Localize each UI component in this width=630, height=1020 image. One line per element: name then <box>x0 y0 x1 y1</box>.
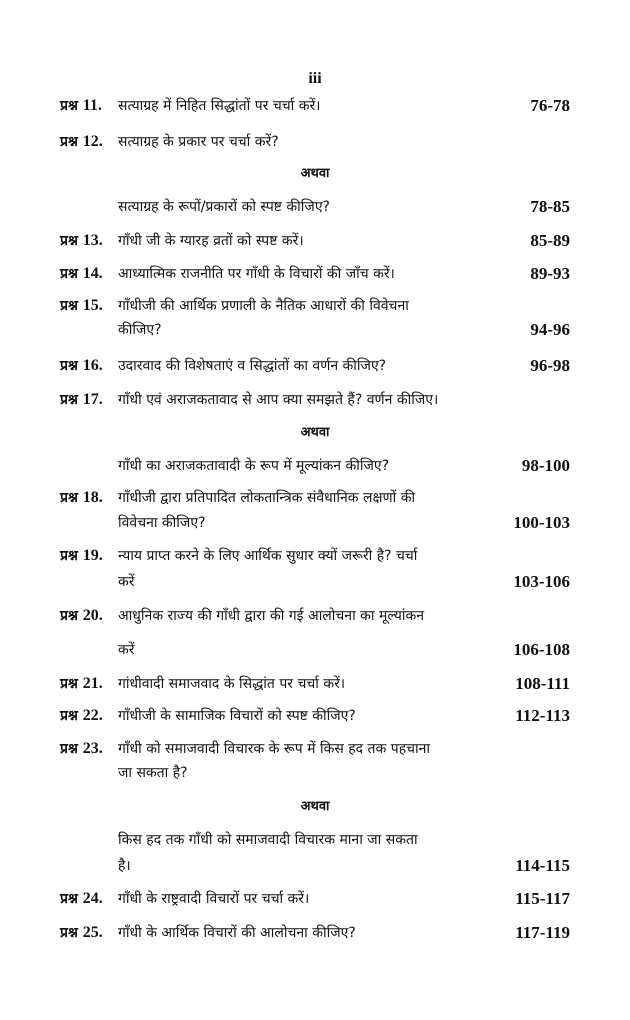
page-range: 96-98 <box>530 356 570 375</box>
question-text: गाँधीजी द्वारा प्रतिपादित लोकतान्त्रिक संवैधानिक लक्षणों की <box>118 490 416 506</box>
page-range: 108-111 <box>515 674 570 693</box>
question-number: 21. <box>82 675 103 692</box>
or-divider: अथवा <box>300 799 330 814</box>
toc-line <box>60 922 570 944</box>
question-text: किस हद तक गाँधी को समाजवादी विचारक माना जा सकता <box>118 832 418 848</box>
page-range: 112-113 <box>515 706 570 725</box>
toc-line <box>60 639 570 661</box>
question-number: 19. <box>82 547 103 564</box>
toc-line <box>60 738 570 760</box>
toc-line <box>60 705 570 727</box>
question-label <box>60 95 102 117</box>
toc-line <box>60 95 570 117</box>
toc-line <box>60 389 570 411</box>
question-label <box>60 131 103 153</box>
question-prefix: प्रश्न <box>60 925 83 941</box>
toc-line <box>60 545 570 567</box>
toc-line <box>60 855 570 877</box>
question-prefix: प्रश्न <box>60 741 83 757</box>
question-label <box>60 673 103 695</box>
toc-line <box>60 673 570 695</box>
question-text: न्याय प्राप्त करने के लिए आर्थिक सुधार क्यों जरूरी है? चर्चा <box>118 548 418 564</box>
question-prefix: प्रश्न <box>60 891 83 907</box>
question-number: 14. <box>82 265 103 282</box>
question-number: 11. <box>82 97 102 114</box>
question-prefix: प्रश्न <box>60 548 83 564</box>
question-prefix: प्रश्न <box>60 233 83 249</box>
question-text: गाँधी के आर्थिक विचारों की आलोचना कीजिए? <box>118 925 356 941</box>
question-text: गाँधी का अराजकतावादी के रूप में मूल्यांकन कीजिए? <box>118 458 390 474</box>
toc-line <box>60 888 570 910</box>
question-text: आधुनिक राज्य की गाँधी द्वारा की गई आलोचना का मूल्यांकन <box>118 608 425 624</box>
question-label <box>60 922 103 944</box>
question-prefix: प्रश्न <box>60 608 83 624</box>
question-prefix: प्रश्न <box>60 298 83 314</box>
toc-line <box>60 295 570 317</box>
question-prefix: प्रश्न <box>60 358 83 374</box>
question-label <box>60 738 103 760</box>
question-text: है। <box>118 858 131 874</box>
question-text: सत्याग्रह के प्रकार पर चर्चा करें? <box>118 134 279 150</box>
toc-line <box>60 605 570 627</box>
question-number: 13. <box>82 232 103 249</box>
question-text: गांधीवादी समाजवाद के सिद्धांत पर चर्चा करें। <box>118 676 346 692</box>
question-label <box>60 295 103 317</box>
page-range: 78-85 <box>530 197 570 216</box>
question-number: 12. <box>82 133 103 150</box>
toc-line <box>60 487 570 509</box>
question-text: गाँधी एवं अराजकतावाद से आप क्या समझते हैं? वर्णन कीजिए। <box>118 392 439 408</box>
question-label <box>60 230 103 252</box>
question-text: उदारवाद की विशेषताएं व सिद्धांतों का वर्णन कीजिए? <box>118 358 387 374</box>
question-number: 22. <box>82 707 103 724</box>
page-range: 76-78 <box>530 96 570 115</box>
question-prefix: प्रश्न <box>60 676 83 692</box>
toc-line <box>60 131 570 153</box>
toc-line <box>60 571 570 593</box>
toc-line <box>60 355 570 377</box>
toc-line <box>60 762 570 784</box>
question-text: सत्याग्रह के रूपों/प्रकारों को स्पष्ट कीजिए? <box>118 199 330 215</box>
question-label <box>60 263 103 285</box>
toc-line <box>60 196 570 218</box>
page-range: 114-115 <box>515 856 570 875</box>
question-label <box>60 705 103 727</box>
toc-line <box>60 319 570 341</box>
question-label <box>60 605 103 627</box>
question-text: गाँधीजी के सामाजिक विचारों को स्पष्ट कीजिए? <box>118 708 356 724</box>
question-label <box>60 389 103 411</box>
question-number: 25. <box>82 924 103 941</box>
toc-line <box>60 455 570 477</box>
or-divider: अथवा <box>300 166 330 181</box>
question-number: 17. <box>82 391 103 408</box>
question-text: विवेचना कीजिए? <box>118 515 206 531</box>
question-number: 23. <box>82 740 103 757</box>
question-text: सत्याग्रह में निहित सिद्धांतों पर चर्चा करें। <box>118 98 321 114</box>
question-prefix: प्रश्न <box>60 134 83 150</box>
page-range: 98-100 <box>521 456 570 475</box>
page-range: 89-93 <box>530 264 570 283</box>
question-text: गाँधी के राष्ट्रवादी विचारों पर चर्चा करें। <box>118 891 310 907</box>
toc-line <box>60 829 570 851</box>
question-prefix: प्रश्न <box>60 98 83 114</box>
question-text: गाँधी जी के ग्यारह व्रतों को स्पष्ट करें। <box>118 233 304 249</box>
question-prefix: प्रश्न <box>60 266 83 282</box>
toc-line <box>60 230 570 252</box>
page-range: 94-96 <box>530 320 570 339</box>
page-range: 103-106 <box>513 572 570 591</box>
question-prefix: प्रश्न <box>60 490 83 506</box>
page-range: 85-89 <box>530 231 570 250</box>
question-prefix: प्रश्न <box>60 708 83 724</box>
question-label <box>60 355 103 377</box>
toc-line <box>60 263 570 285</box>
page-range: 117-119 <box>515 923 570 942</box>
question-label <box>60 487 103 509</box>
page-range: 115-117 <box>515 889 570 908</box>
question-text: गाँधीजी की आर्थिक प्रणाली के नैतिक आधारों की विवेचना <box>118 298 409 314</box>
question-number: 16. <box>82 357 103 374</box>
question-number: 18. <box>82 489 103 506</box>
question-text: कीजिए? <box>118 322 162 338</box>
question-text: आध्यात्मिक राजनीति पर गाँधी के विचारों की जाँच करें। <box>118 266 395 282</box>
question-label <box>60 545 103 567</box>
question-text: करें <box>118 574 135 590</box>
page-range: 100-103 <box>513 513 570 532</box>
question-prefix: प्रश्न <box>60 392 83 408</box>
page-number: iii <box>308 70 322 87</box>
page-range: 106-108 <box>513 640 570 659</box>
question-text: गाँधी को समाजवादी विचारक के रूप में किस हद तक पहचाना <box>118 741 431 757</box>
question-text: करें <box>118 642 135 658</box>
question-label <box>60 888 103 910</box>
question-text: जा सकता है? <box>118 765 188 781</box>
toc-line <box>60 512 570 534</box>
question-number: 20. <box>82 607 103 624</box>
question-number: 15. <box>82 297 103 314</box>
question-number: 24. <box>82 890 103 907</box>
or-divider: अथवा <box>300 425 330 440</box>
